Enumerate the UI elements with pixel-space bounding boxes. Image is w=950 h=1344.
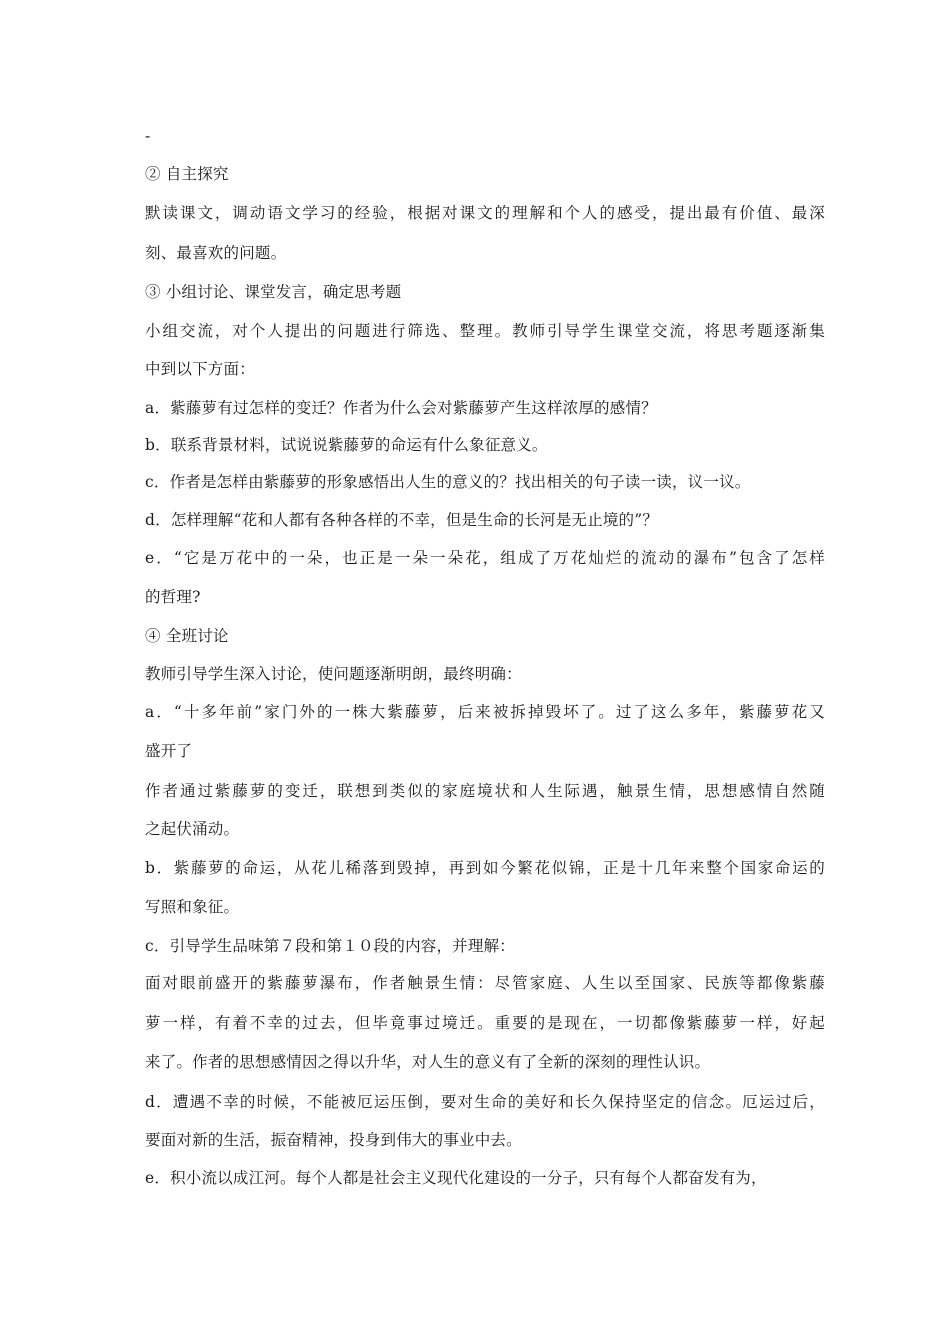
answer-item-d-continued: 要面对新的生活，振奋精神，投身到伟大的事业中去。 (145, 1131, 522, 1149)
question-item-a: a．紫藤萝有过怎样的变迁？作者为什么会对紫藤萝产生这样浓厚的感情？ (145, 399, 657, 417)
answer-item-d: d．遭遇不幸的时候，不能被厄运压倒，要对生命的美好和长久保持坚定的信念。厄运过后， (145, 1093, 825, 1111)
paragraph-line: 教师引导学生深入讨论，使问题逐渐明朗，最终明确： (145, 665, 522, 683)
paragraph-line: 面对眼前盛开的紫藤萝瀑布，作者触景生情：尽管家庭、人生以至国家、民族等都像紫藤 (145, 974, 825, 992)
paragraph-line: 默读课文，调动语文学习的经验，根据对课文的理解和个人的感受，提出最有价值、最深 (145, 204, 825, 222)
question-item-c: c．作者是怎样由紫藤萝的形象感悟出人生的意义的？找出相关的句子读一读，议一议。 (145, 473, 751, 491)
answer-item-b: b．紫藤萝的命运，从花儿稀落到毁掉，再到如今繁花似锦，正是十几年来整个国家命运的 (145, 859, 825, 877)
paragraph-line: 刻、最喜欢的问题。 (145, 244, 287, 262)
section-heading-self-study: ② 自主探究 (145, 165, 229, 183)
answer-item-a: a．“十多年前”家门外的一株大紫藤萝，后来被拆掉毁坏了。过了这么多年，紫藤萝花又 (145, 703, 825, 721)
answer-item-a-continued: 盛开了 (145, 742, 193, 760)
answer-item-c: c．引导学生品味第７段和第１０段的内容，并理解： (145, 937, 515, 955)
answer-item-b-continued: 写照和象征。 (145, 898, 240, 916)
paragraph-line: 之起伏涌动。 (145, 820, 240, 838)
question-item-e: e．“它是万花中的一朵，也正是一朵一朵花，组成了万花灿烂的流动的瀑布”包含了怎样 (145, 549, 825, 567)
question-item-d: d．怎样理解“花和人都有各种各样的不幸，但是生命的长河是无止境的”？ (145, 511, 659, 529)
section-heading-class-discussion: ④ 全班讨论 (145, 627, 229, 645)
paragraph-line: 作者通过紫藤萝的变迁，联想到类似的家庭境状和人生际遇，触景生情，思想感情自然随 (145, 782, 825, 800)
paragraph-line: 萝一样，有着不幸的过去，但毕竟事过境迁。重要的是现在，一切都像紫藤萝一样，好起 (145, 1014, 825, 1032)
section-heading-group-discussion: ③ 小组讨论、课堂发言，确定思考题 (145, 283, 402, 301)
answer-item-e: e．积小流以成江河。每个人都是社会主义现代化建设的一分子，只有每个人都奋发有为， (145, 1169, 767, 1187)
paragraph-line: 来了。作者的思想感情因之得以升华，对人生的意义有了全新的深刻的理性认识。 (145, 1053, 711, 1071)
question-item-e-continued: 的哲理? (145, 588, 201, 606)
paragraph-line: 中到以下方面： (145, 360, 255, 378)
paragraph-line: 小组交流，对个人提出的问题进行筛选、整理。教师引导学生课堂交流，将思考题逐渐集 (145, 322, 825, 340)
question-item-b: b．联系背景材料，试说说紫藤萝的命运有什么象征意义。 (145, 436, 548, 454)
header-mark: - (145, 127, 151, 145)
